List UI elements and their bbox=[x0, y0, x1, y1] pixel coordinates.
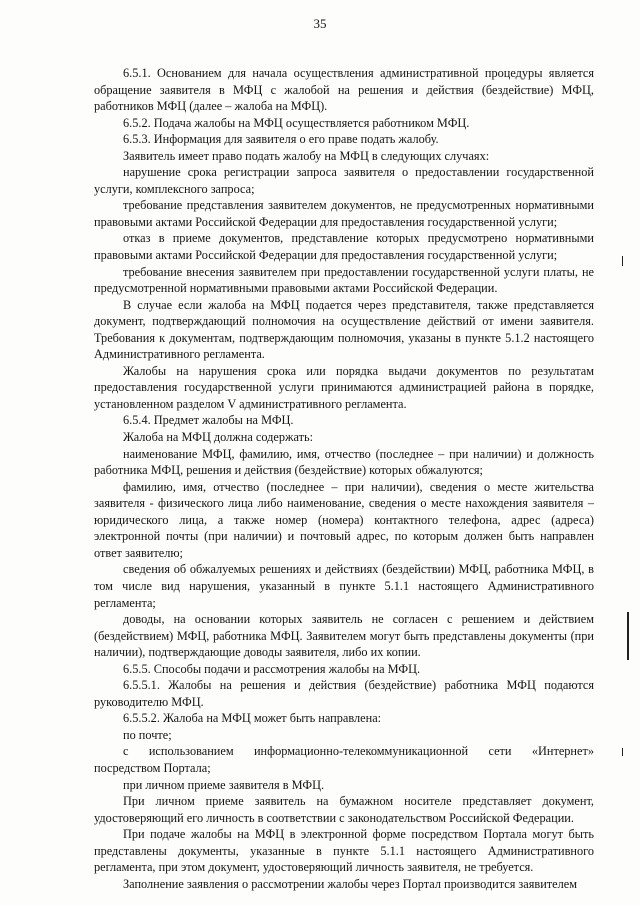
paragraph-6-5-5-1: 6.5.5.1. Жалобы на решения и действия (бездействие) работника МФЦ подаются руководителю МФЦ. bbox=[94, 678, 594, 709]
list-item-by-mail: по почте; bbox=[123, 727, 172, 742]
list-item-fee-requirement: требование внесения заявителем при предоставлении государственной услуги платы, не предусмотренной нормативными правовыми актами Российской Федерации. bbox=[94, 264, 594, 296]
list-item-appealed-decisions: сведения об обжалуемых решениях и действиях (бездействии) МФЦ, работника МФЦ, в том числе вид нарушения, указанный в пункте 5.1.1 настоящего Административного регламента; bbox=[94, 562, 594, 610]
paragraph-portal-filling: Заполнение заявления о рассмотрении жалобы через Портал производится заявителем bbox=[123, 876, 577, 891]
paragraph-6-5-4: 6.5.4. Предмет жалобы на МФЦ. bbox=[123, 413, 294, 428]
paragraph-electronic-submission: При подаче жалобы на МФЦ в электронной форме посредством Портала могут быть представлены документы, указанные в пункте 5.1.1 настоящего Административного регламента, при этом документ, удостоверяющий личность заявителя, не требуется. bbox=[94, 827, 594, 875]
document-body bbox=[94, 65, 594, 892]
list-item-refusal: отказ в приеме документов, представление которых предусмотрено нормативными правовыми актами Российской Федерации для предоставления государственной услуги; bbox=[94, 231, 594, 263]
paragraph-cases-intro: Заявитель имеет право подать жалобу на МФЦ в следующих случаях: bbox=[123, 148, 490, 163]
paragraph-6-5-5: 6.5.5. Способы подачи и рассмотрения жалобы на МФЦ. bbox=[123, 661, 421, 676]
list-item-registration-violation: нарушение срока регистрации запроса заявителя о предоставлении государственной услуги, комплексного запроса; bbox=[94, 165, 594, 196]
paragraph-complaint-content-intro: Жалоба на МФЦ должна содержать: bbox=[123, 430, 314, 445]
scan-artifact-mark bbox=[627, 612, 629, 660]
paragraph-6-5-3: 6.5.3. Информация для заявителя о его праве подать жалобу. bbox=[123, 132, 439, 147]
page-number: 35 bbox=[313, 16, 327, 31]
list-item-documents-requirement: требование представления заявителем документов, не предусмотренных нормативными правовыми актами Российской Федерации для предоставления государственной услуги; bbox=[94, 198, 594, 229]
paragraph-6-5-5-2: 6.5.5.2. Жалоба на МФЦ может быть направлена: bbox=[123, 711, 382, 726]
list-item-mfc-name: наименование МФЦ, фамилию, имя, отчество (последнее – при наличии) и должность работника МФЦ, решения и действия (бездействие) которых обжалуются; bbox=[94, 446, 594, 478]
paragraph-deadline-complaints: Жалобы на нарушения срока или порядка выдачи документов по результатам предоставления государственной услуги принимаются администрацией района в порядке, установленном разделом V административного регламента. bbox=[94, 363, 594, 411]
paragraph-6-5-1: 6.5.1. Основанием для начала осуществления административной процедуры является обращение заявителя в МФЦ с жалобой на решения и действия (бездействие) МФЦ, работников МФЦ (далее – жалоба на МФЦ). bbox=[94, 66, 594, 114]
scan-artifact-mark bbox=[622, 256, 623, 266]
paragraph-personal-reception: При личном приеме заявитель на бумажном носителе представляет документ, удостоверяющий его личность в соответствии с законодательством Российской Федерации. bbox=[94, 794, 594, 825]
paragraph-6-5-2: 6.5.2. Подача жалобы на МФЦ осуществляется работником МФЦ. bbox=[123, 115, 470, 130]
list-item-by-internet: с использованием информационно-телекоммуникационной сети «Интернет» посредством Портала; bbox=[94, 744, 594, 775]
paragraph-representative: В случае если жалоба на МФЦ подается через представителя, также представляется документ, подтверждающий полномочия на осуществление действий от имени заявителя. Требования к документам, подтверждающим полномочия, указаны в пункте 5.1.2 настоящего Административного регламента. bbox=[94, 297, 594, 362]
scan-artifact-mark bbox=[622, 748, 623, 756]
list-item-arguments: доводы, на основании которых заявитель не согласен с решением и действием (бездействием) МФЦ, работника МФЦ. Заявителем могут быть представлены документы (при наличии), подтверждающие доводы заявителя, либо их копии. bbox=[94, 612, 594, 660]
list-item-in-person: при личном приеме заявителя в МФЦ. bbox=[123, 777, 325, 792]
list-item-applicant-details: фамилию, имя, отчество (последнее – при наличии), сведения о месте жительства заявителя - физического лица либо наименование, сведения о месте нахождения заявителя – юридического лица, а также номер (номера) контактного телефона, адрес (адреса) электронной почты (при наличии) и почтовый адрес, по которым должен быть направлен ответ заявителю; bbox=[94, 479, 594, 560]
